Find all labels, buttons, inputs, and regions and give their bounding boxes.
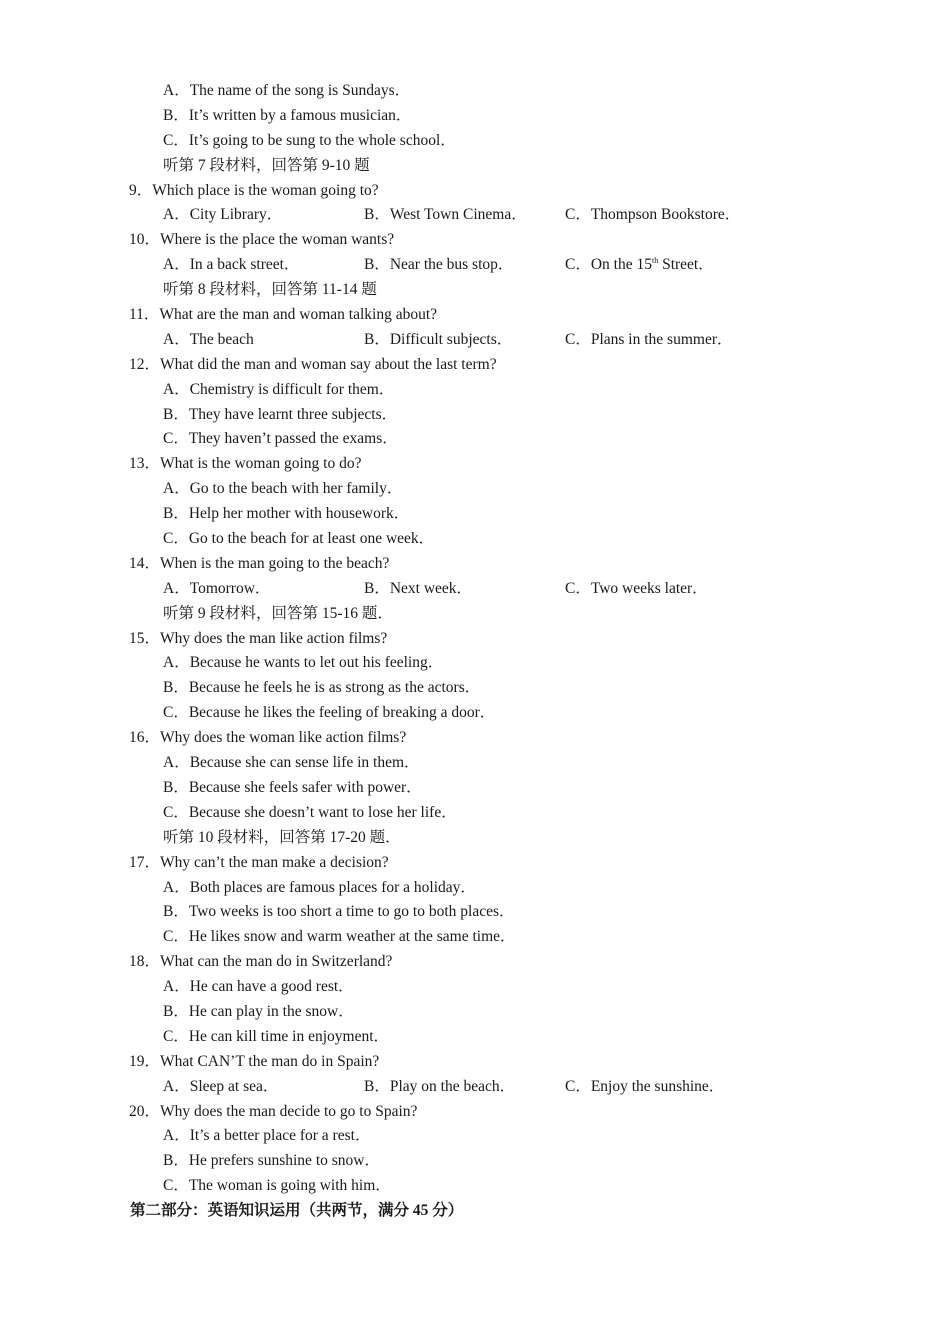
ordinal-suffix: th	[651, 256, 659, 266]
answer-options-row	[0, 253, 950, 278]
answer-option: A．City Library．	[163, 206, 283, 224]
answer-option: B．Two weeks is too short a time to go to both places．	[163, 903, 515, 921]
answer-option: A．He can have a good rest．	[163, 978, 354, 996]
question-stem: 20．Why does the man decide to go to Spain?	[129, 1102, 418, 1120]
question-stem: 9．Which place is the woman going to?	[129, 181, 379, 199]
answer-option: B．Near the bus stop．	[364, 256, 514, 274]
answer-option: C．Go to the beach for at least one week．	[163, 530, 435, 548]
answer-option: A．Because she can sense life in them．	[163, 754, 420, 772]
answer-options-row	[0, 577, 950, 602]
answer-options-row	[0, 203, 950, 228]
answer-option	[565, 253, 714, 278]
question-stem: 13．What is the woman going to do?	[129, 455, 362, 473]
answer-option: A．Both places are famous places for a holiday．	[163, 878, 476, 896]
listening-instruction: 听第 8 段材料，回答第 11-14 题	[163, 281, 377, 299]
answer-option: C．Thompson Bookstore．	[565, 206, 741, 224]
answer-option: B．Difficult subjects．	[364, 330, 513, 348]
answer-option: C．He can kill time in enjoyment．	[163, 1027, 389, 1045]
option-text: C．On the 15	[565, 256, 652, 274]
listening-instruction: 听第 10 段材料，回答第 17-20 题．	[163, 828, 401, 846]
answer-option: A．The name of the song is Sundays．	[163, 82, 411, 99]
answer-option: B．Play on the beach．	[364, 1077, 516, 1095]
answer-option: C．Two weeks later．	[565, 579, 708, 597]
answer-option: B．Because he feels he is as strong as the actors．	[163, 679, 481, 697]
answer-option: C．Enjoy the sunshine．	[565, 1077, 725, 1095]
question-stem: 16．Why does the woman like action films?	[129, 729, 407, 747]
question-stem: 14．When is the man going to the beach?	[129, 554, 390, 572]
answer-option: A．Chemistry is difficult for them．	[163, 380, 395, 398]
answer-option: C．The woman is going with him．	[163, 1177, 391, 1195]
answer-option: B．They have learnt three subjects．	[163, 405, 398, 423]
answer-option: A．The beach	[163, 330, 254, 348]
exam-page	[0, 79, 950, 1224]
answer-option: C．They haven’t passed the exams．	[163, 430, 398, 448]
option-text: Street．	[658, 256, 714, 274]
answer-option: B．Because she feels safer with power．	[163, 778, 422, 796]
answer-option: A．Because he wants to let out his feeling．	[163, 654, 444, 672]
answer-option: C．Because she doesn’t want to lose her life．	[163, 803, 457, 821]
listening-instruction: 听第 7 段材料，回答第 9-10 题	[163, 156, 370, 174]
answer-option: A．It’s a better place for a rest．	[163, 1127, 371, 1145]
answer-option: A．Sleep at sea．	[163, 1077, 279, 1095]
answer-option: B．He can play in the snow．	[163, 1002, 354, 1020]
answer-option: B．Help her mother with housework．	[163, 505, 410, 523]
answer-option: A．Tomorrow．	[163, 579, 271, 597]
answer-option: C．Plans in the summer．	[565, 330, 733, 348]
answer-option: B．He prefers sunshine to snow．	[163, 1152, 380, 1170]
question-stem: 15．Why does the man like action films?	[129, 629, 388, 647]
question-stem: 11．What are the man and woman talking about?	[129, 306, 438, 324]
section-heading: 第二部分：英语知识运用（共两节，满分 45 分）	[130, 1202, 464, 1220]
answer-option: C．Because he likes the feeling of breaking a door．	[163, 704, 496, 722]
answer-option: A．Go to the beach with her family．	[163, 480, 403, 498]
answer-options-row	[0, 1075, 950, 1100]
question-stem: 17．Why can’t the man make a decision?	[129, 853, 389, 871]
question-stem: 19．What CAN’T the man do in Spain?	[129, 1052, 380, 1070]
question-stem: 12．What did the man and woman say about the last term?	[129, 355, 497, 373]
answer-option: B．It’s written by a famous musician．	[163, 106, 412, 124]
answer-option: B．West Town Cinema．	[364, 206, 527, 224]
answer-option: B．Next week．	[364, 579, 473, 597]
answer-option: C．It’s going to be sung to the whole school．	[163, 131, 456, 149]
question-stem: 10．Where is the place the woman wants?	[129, 231, 395, 249]
answer-option: A．In a back street．	[163, 256, 300, 274]
listening-instruction: 听第 9 段材料，回答第 15-16 题．	[163, 604, 393, 622]
answer-options-row	[0, 328, 950, 353]
question-stem: 18．What can the man do in Switzerland?	[129, 953, 393, 971]
answer-option: C．He likes snow and warm weather at the same time．	[163, 928, 516, 946]
